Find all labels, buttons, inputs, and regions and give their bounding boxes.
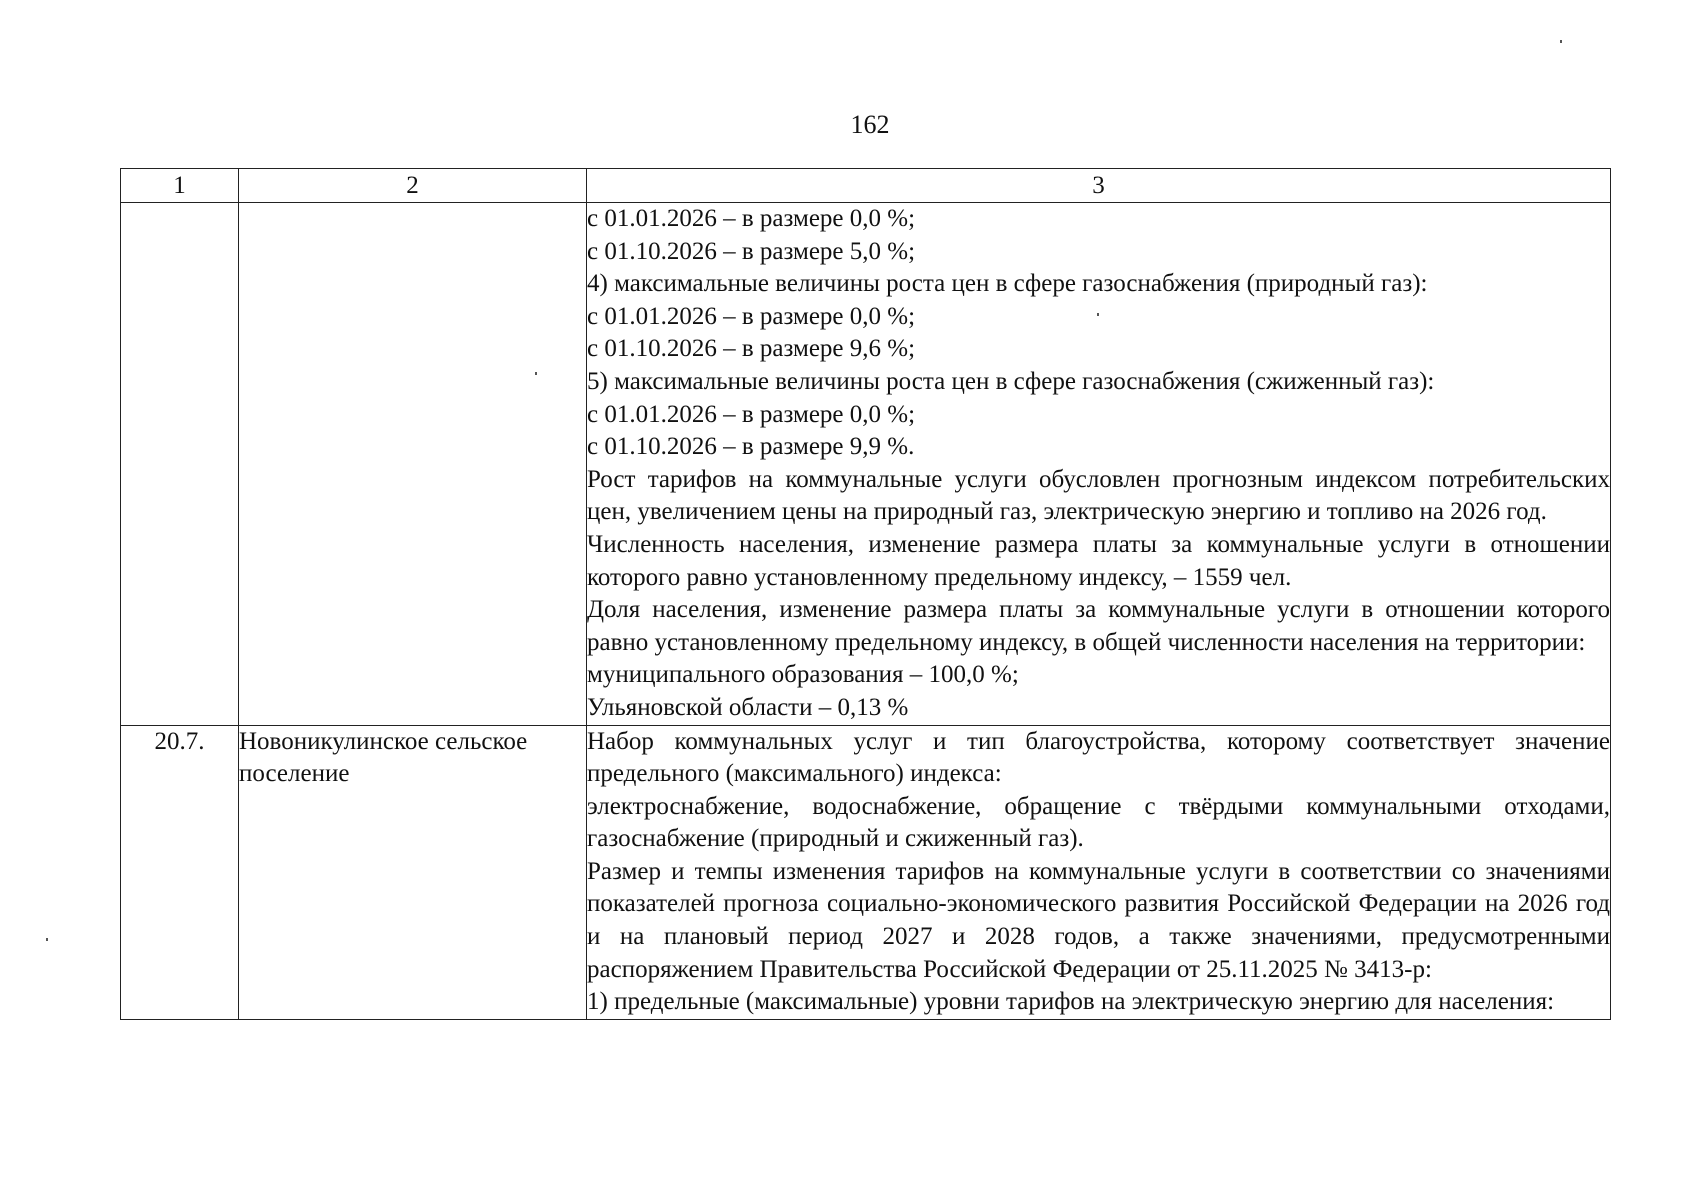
rate-line: с 01.01.2026 – в размере 0,0 %; — [587, 205, 916, 232]
scan-speck — [46, 938, 48, 941]
row2-content-cell — [587, 725, 1611, 1019]
rate-line: с 01.01.2026 – в размере 0,0 %; — [587, 302, 916, 330]
rate-line: с 01.10.2026 – в размере 5,0 %; — [587, 237, 916, 265]
services-list-paragraph: электроснабжение, водоснабжение, обращение с твёрдыми коммунальными отходами, газоснабжение (природный и сжиженный газ). — [587, 792, 1610, 853]
electricity-levels-paragraph: 1) предельные (максимальные) уровни тарифов на электрическую энергию для населения: — [587, 988, 1555, 1016]
row1-name-cell — [239, 203, 587, 726]
header-col-2: 2 — [239, 169, 587, 203]
service-set-paragraph: Набор коммунальных услуг и тип благоустройства, которому соответствует значение предельного (максимального) индекса: — [587, 727, 1610, 788]
region-share-line: Ульяновской области – 0,13 % — [587, 693, 909, 721]
settlement-name: Новоникулинское сельское поселение — [239, 725, 587, 1019]
row-number: 20.7. — [121, 725, 239, 1019]
header-col-1: 1 — [121, 169, 239, 203]
rate-line: с 01.10.2026 – в размере 9,6 %; — [587, 335, 916, 363]
rate-line: с 01.10.2026 – в размере 9,9 %. — [587, 433, 915, 461]
header-col-3: 3 — [587, 169, 1611, 203]
table-header — [121, 169, 1611, 203]
tariff-forecast-paragraph: Размер и темпы изменения тарифов на коммунальные услуги в соответствии со значениями показателей прогноза социально-экономического развития Российской Федерации на 2026 год и на плановый период 2027 и 2028 годов, а также значениями, предусмотренными распоряжением Правительства Российской Федерации от 25.11.2025 № 3413-р: — [587, 857, 1610, 983]
scan-speck — [535, 372, 537, 375]
population-paragraph: Численность населения, изменение размера платы за коммунальные услуги в отношении которого равно установленному предельному индексу, – 1559 чел. — [587, 530, 1610, 591]
scan-speck — [1097, 313, 1099, 316]
page-number: 162 — [850, 110, 890, 139]
tariff-table — [120, 168, 1611, 1020]
population-share-paragraph: Доля населения, изменение размера платы за коммунальные услуги в отношении которого равно установленному предельному индексу, в общей численности населения на территории: — [587, 596, 1610, 656]
scan-speck — [1560, 40, 1562, 43]
table-row-continued — [121, 203, 1611, 726]
table-row-20-7 — [121, 725, 1611, 1019]
tariff-growth-paragraph: Рост тарифов на коммунальные услуги обусловлен прогнозным индексом потребительских цен, увеличением цены на природный газ, электрическую энергию и топливо на 2026 год. — [587, 465, 1610, 526]
header-row — [121, 169, 1611, 203]
section-heading-natural-gas: 4) максимальные величины роста цен в сфере газоснабжения (природный газ): — [587, 270, 1428, 298]
row1-content-cell — [587, 203, 1611, 726]
municipal-share-line: муниципального образования – 100,0 %; — [587, 661, 1019, 689]
row1-number-cell — [121, 203, 239, 726]
section-heading-liquefied-gas: 5) максимальные величины роста цен в сфере газоснабжения (сжиженный газ): — [587, 367, 1435, 395]
rate-line: с 01.01.2026 – в размере 0,0 %; — [587, 400, 916, 428]
